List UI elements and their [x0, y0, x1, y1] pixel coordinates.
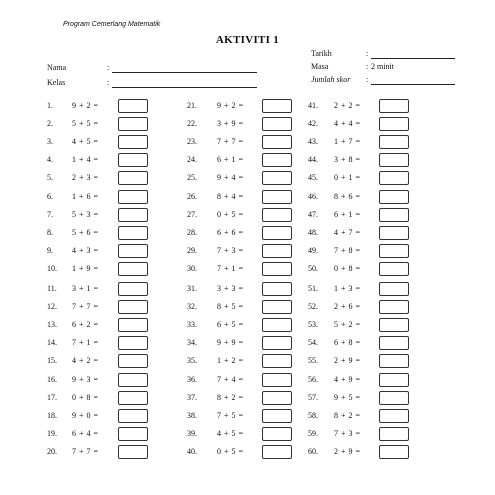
- question-number: 6.: [47, 191, 53, 201]
- question-row: [187, 99, 292, 113]
- answer-box[interactable]: [262, 354, 292, 368]
- question-number: 32.: [187, 302, 197, 312]
- answer-box[interactable]: [379, 427, 409, 441]
- answer-box[interactable]: [262, 153, 292, 167]
- question-number: 46.: [308, 191, 318, 201]
- kelas-line: [112, 87, 257, 88]
- answer-box[interactable]: [262, 171, 292, 185]
- question-number: 55.: [308, 356, 318, 366]
- question-row: [308, 208, 409, 222]
- question-row: [47, 208, 148, 222]
- question-number: 9.: [47, 245, 53, 255]
- question-number: 44.: [308, 155, 318, 165]
- nama-line: [112, 72, 257, 73]
- question-row: [187, 336, 292, 350]
- question-row: [308, 318, 409, 332]
- question-expression: 3 + 8 =: [334, 155, 361, 165]
- question-number: 4.: [47, 155, 53, 165]
- question-row: [308, 427, 409, 441]
- answer-box[interactable]: [379, 354, 409, 368]
- question-row: [47, 153, 148, 167]
- answer-box[interactable]: [262, 190, 292, 204]
- question-expression: 4 + 5 =: [72, 137, 99, 147]
- question-expression: 6 + 1 =: [334, 209, 361, 219]
- question-number: 50.: [308, 263, 318, 273]
- answer-box[interactable]: [118, 226, 148, 240]
- question-expression: 8 + 6 =: [334, 191, 361, 201]
- answer-box[interactable]: [118, 300, 148, 314]
- answer-box[interactable]: [262, 391, 292, 405]
- question-number: 21.: [187, 101, 197, 110]
- question-number: 37.: [187, 392, 197, 402]
- question-number: 53.: [308, 320, 318, 330]
- question-number: 13.: [47, 320, 57, 330]
- question-row: [308, 354, 409, 368]
- answer-box[interactable]: [118, 336, 148, 350]
- tarikh-colon: :: [366, 49, 369, 58]
- question-expression: 7 + 3 =: [334, 428, 361, 438]
- answer-box[interactable]: [118, 318, 148, 332]
- question-row: [187, 135, 292, 149]
- question-row: [47, 318, 148, 332]
- question-expression: 5 + 2 =: [334, 320, 361, 330]
- question-row: [47, 300, 148, 314]
- answer-box[interactable]: [262, 373, 292, 387]
- question-expression: 1 + 7 =: [334, 137, 361, 147]
- answer-box[interactable]: [262, 409, 292, 423]
- answer-box[interactable]: [262, 244, 292, 258]
- question-row: [47, 262, 148, 276]
- question-number: 25.: [187, 173, 197, 183]
- question-expression: 0 + 1 =: [334, 173, 361, 183]
- question-row: [187, 226, 292, 240]
- answer-box[interactable]: [118, 117, 148, 131]
- answer-box[interactable]: [262, 117, 292, 131]
- answer-box[interactable]: [379, 373, 409, 387]
- question-expression: 5 + 3 =: [72, 209, 99, 219]
- question-expression: 6 + 6 =: [217, 227, 244, 237]
- answer-box[interactable]: [118, 99, 148, 113]
- question-row: [187, 171, 292, 185]
- question-number: 30.: [187, 263, 197, 273]
- question-row: [47, 226, 148, 240]
- question-row: [308, 409, 409, 423]
- question-number: 49.: [308, 245, 318, 255]
- answer-box[interactable]: [379, 445, 409, 459]
- question-row: [308, 391, 409, 405]
- program-name: Program Cemerlang Matematik: [63, 21, 161, 28]
- answer-box[interactable]: [118, 427, 148, 441]
- question-number: 36.: [187, 374, 197, 384]
- question-expression: 5 + 6 =: [72, 227, 99, 237]
- tarikh-line: [371, 58, 455, 59]
- answer-box[interactable]: [118, 373, 148, 387]
- question-row: [47, 99, 148, 113]
- question-number: 22.: [187, 119, 197, 129]
- question-row: [187, 190, 292, 204]
- question-row: [47, 244, 148, 258]
- question-row: [47, 354, 148, 368]
- question-row: [308, 300, 409, 314]
- question-number: 51.: [308, 284, 318, 293]
- question-row: [47, 391, 148, 405]
- question-expression: 8 + 4 =: [217, 191, 244, 201]
- question-row: [47, 282, 148, 296]
- question-expression: 7 + 8 =: [334, 245, 361, 255]
- question-number: 8.: [47, 227, 53, 237]
- question-number: 7.: [47, 209, 53, 219]
- question-row: [187, 391, 292, 405]
- question-expression: 4 + 7 =: [334, 227, 361, 237]
- question-expression: 9 + 3 =: [72, 374, 99, 384]
- answer-box[interactable]: [379, 190, 409, 204]
- question-row: [308, 336, 409, 350]
- question-expression: 3 + 3 =: [217, 284, 244, 293]
- jumlah-skor-label: Jumlah skor: [311, 75, 351, 84]
- answer-box[interactable]: [262, 336, 292, 350]
- question-row: [47, 336, 148, 350]
- question-number: 11.: [47, 284, 57, 293]
- tarikh-field[interactable]: [311, 49, 461, 61]
- question-expression: 7 + 3 =: [217, 245, 244, 255]
- question-expression: 8 + 5 =: [217, 302, 244, 312]
- answer-box[interactable]: [118, 244, 148, 258]
- question-number: 23.: [187, 137, 197, 147]
- question-expression: 9 + 5 =: [334, 392, 361, 402]
- question-expression: 3 + 1 =: [72, 284, 99, 293]
- question-expression: 9 + 0 =: [72, 410, 99, 420]
- answer-box[interactable]: [118, 391, 148, 405]
- answer-box[interactable]: [262, 135, 292, 149]
- answer-box[interactable]: [379, 262, 409, 276]
- question-row: [187, 117, 292, 131]
- answer-box[interactable]: [379, 226, 409, 240]
- question-row: [308, 153, 409, 167]
- jumlah-skor-colon: :: [366, 75, 369, 84]
- question-row: [308, 135, 409, 149]
- question-row: [47, 117, 148, 131]
- question-expression: 7 + 7 =: [72, 302, 99, 312]
- answer-box[interactable]: [262, 300, 292, 314]
- answer-box[interactable]: [262, 208, 292, 222]
- question-expression: 5 + 5 =: [72, 119, 99, 129]
- question-number: 20.: [47, 446, 57, 456]
- question-row: [308, 262, 409, 276]
- question-number: 40.: [187, 446, 197, 456]
- kelas-label: Kelas: [47, 78, 66, 87]
- question-number: 59.: [308, 428, 318, 438]
- answer-box[interactable]: [118, 171, 148, 185]
- question-row: [308, 445, 409, 459]
- question-number: 56.: [308, 374, 318, 384]
- question-expression: 9 + 2 =: [72, 101, 99, 110]
- question-expression: 7 + 7 =: [72, 446, 99, 456]
- kelas-field[interactable]: [47, 78, 262, 90]
- question-expression: 2 + 9 =: [334, 446, 361, 456]
- answer-box[interactable]: [118, 354, 148, 368]
- question-expression: 1 + 2 =: [217, 356, 244, 366]
- question-row: [187, 318, 292, 332]
- question-number: 47.: [308, 209, 318, 219]
- jumlah-skor-line: [371, 84, 455, 85]
- question-expression: 7 + 5 =: [217, 410, 244, 420]
- question-expression: 3 + 9 =: [217, 119, 244, 129]
- question-row: [187, 244, 292, 258]
- masa-field: [311, 62, 461, 74]
- question-number: 18.: [47, 410, 57, 420]
- question-expression: 4 + 2 =: [72, 356, 99, 366]
- question-number: 38.: [187, 410, 197, 420]
- question-number: 31.: [187, 284, 197, 293]
- question-row: [308, 99, 409, 113]
- question-number: 19.: [47, 428, 57, 438]
- question-expression: 8 + 2 =: [334, 410, 361, 420]
- question-expression: 8 + 2 =: [217, 392, 244, 402]
- question-number: 58.: [308, 410, 318, 420]
- answer-box[interactable]: [118, 190, 148, 204]
- answer-box[interactable]: [118, 445, 148, 459]
- answer-box[interactable]: [379, 117, 409, 131]
- answer-box[interactable]: [118, 135, 148, 149]
- question-expression: 0 + 8 =: [334, 263, 361, 273]
- question-row: [308, 190, 409, 204]
- question-expression: 7 + 4 =: [217, 374, 244, 384]
- question-number: 27.: [187, 209, 197, 219]
- answer-box[interactable]: [379, 135, 409, 149]
- question-expression: 4 + 4 =: [334, 119, 361, 129]
- question-row: [47, 427, 148, 441]
- question-number: 54.: [308, 338, 318, 348]
- question-expression: 9 + 2 =: [217, 101, 244, 110]
- answer-box[interactable]: [262, 318, 292, 332]
- question-expression: 4 + 5 =: [217, 428, 244, 438]
- question-row: [187, 208, 292, 222]
- question-expression: 9 + 9 =: [217, 338, 244, 348]
- question-number: 15.: [47, 356, 57, 366]
- question-expression: 6 + 4 =: [72, 428, 99, 438]
- question-number: 41.: [308, 101, 318, 110]
- question-number: 35.: [187, 356, 197, 366]
- kelas-colon: :: [107, 78, 110, 87]
- question-number: 26.: [187, 191, 197, 201]
- question-row: [308, 117, 409, 131]
- question-number: 60.: [308, 446, 318, 456]
- question-number: 33.: [187, 320, 197, 330]
- answer-box[interactable]: [379, 171, 409, 185]
- question-row: [187, 282, 292, 296]
- answer-box[interactable]: [262, 427, 292, 441]
- answer-box[interactable]: [118, 262, 148, 276]
- question-expression: 2 + 2 =: [334, 101, 361, 110]
- question-expression: 4 + 3 =: [72, 245, 99, 255]
- question-number: 2.: [47, 119, 53, 129]
- question-row: [308, 373, 409, 387]
- question-expression: 6 + 5 =: [217, 320, 244, 330]
- question-row: [308, 171, 409, 185]
- question-row: [187, 262, 292, 276]
- answer-box[interactable]: [379, 318, 409, 332]
- answer-box[interactable]: [118, 208, 148, 222]
- question-number: 10.: [47, 263, 57, 273]
- question-row: [308, 244, 409, 258]
- question-expression: 7 + 7 =: [217, 137, 244, 147]
- answer-box[interactable]: [262, 282, 292, 296]
- question-expression: 4 + 9 =: [334, 374, 361, 384]
- answer-box[interactable]: [262, 262, 292, 276]
- question-row: [47, 135, 148, 149]
- question-number: 34.: [187, 338, 197, 348]
- masa-label: Masa: [311, 62, 329, 71]
- answer-box[interactable]: [262, 99, 292, 113]
- question-row: [187, 427, 292, 441]
- answer-box[interactable]: [262, 445, 292, 459]
- masa-value: 2 minit: [371, 62, 394, 71]
- question-row: [47, 190, 148, 204]
- answer-box[interactable]: [379, 391, 409, 405]
- answer-box[interactable]: [118, 409, 148, 423]
- nama-field[interactable]: [47, 63, 262, 75]
- question-number: 14.: [47, 338, 57, 348]
- question-number: 57.: [308, 392, 318, 402]
- question-row: [47, 171, 148, 185]
- masa-colon: :: [366, 62, 369, 71]
- question-number: 39.: [187, 428, 197, 438]
- tarikh-label: Tarikh: [311, 49, 332, 58]
- question-expression: 7 + 1 =: [217, 263, 244, 273]
- question-number: 45.: [308, 173, 318, 183]
- answer-box[interactable]: [262, 226, 292, 240]
- question-row: [187, 300, 292, 314]
- question-expression: 2 + 9 =: [334, 356, 361, 366]
- answer-box[interactable]: [379, 409, 409, 423]
- question-row: [47, 445, 148, 459]
- question-expression: 0 + 8 =: [72, 392, 99, 402]
- question-number: 42.: [308, 119, 318, 129]
- question-number: 43.: [308, 137, 318, 147]
- question-number: 1.: [47, 101, 53, 110]
- question-row: [187, 445, 292, 459]
- answer-box[interactable]: [379, 244, 409, 258]
- question-row: [47, 409, 148, 423]
- question-expression: 2 + 6 =: [334, 302, 361, 312]
- question-row: [308, 226, 409, 240]
- question-row: [47, 373, 148, 387]
- question-expression: 6 + 8 =: [334, 338, 361, 348]
- question-row: [187, 409, 292, 423]
- answer-box[interactable]: [379, 300, 409, 314]
- question-number: 52.: [308, 302, 318, 312]
- question-number: 16.: [47, 374, 57, 384]
- question-number: 28.: [187, 227, 197, 237]
- jumlah-skor-field[interactable]: [311, 75, 461, 87]
- question-expression: 1 + 3 =: [334, 284, 361, 293]
- question-expression: 9 + 4 =: [217, 173, 244, 183]
- question-expression: 1 + 6 =: [72, 191, 99, 201]
- question-row: [187, 153, 292, 167]
- page-title: AKTIVITI 1: [215, 34, 280, 46]
- question-number: 17.: [47, 392, 57, 402]
- question-expression: 6 + 2 =: [72, 320, 99, 330]
- question-expression: 2 + 3 =: [72, 173, 99, 183]
- question-number: 48.: [308, 227, 318, 237]
- nama-colon: :: [107, 63, 110, 72]
- question-expression: 6 + 1 =: [217, 155, 244, 165]
- question-expression: 1 + 9 =: [72, 263, 99, 273]
- answer-box[interactable]: [379, 336, 409, 350]
- question-row: [187, 354, 292, 368]
- question-expression: 0 + 5 =: [217, 446, 244, 456]
- question-expression: 1 + 4 =: [72, 155, 99, 165]
- question-row: [187, 373, 292, 387]
- answer-box[interactable]: [379, 208, 409, 222]
- question-expression: 0 + 5 =: [217, 209, 244, 219]
- question-number: 24.: [187, 155, 197, 165]
- nama-label: Nama: [47, 63, 67, 72]
- question-expression: 7 + 1 =: [72, 338, 99, 348]
- answer-box[interactable]: [118, 282, 148, 296]
- question-number: 5.: [47, 173, 53, 183]
- answer-box[interactable]: [118, 153, 148, 167]
- question-number: 3.: [47, 137, 53, 147]
- question-row: [308, 282, 409, 296]
- question-number: 12.: [47, 302, 57, 312]
- question-number: 29.: [187, 245, 197, 255]
- answer-box[interactable]: [379, 153, 409, 167]
- answer-box[interactable]: [379, 282, 409, 296]
- answer-box[interactable]: [379, 99, 409, 113]
